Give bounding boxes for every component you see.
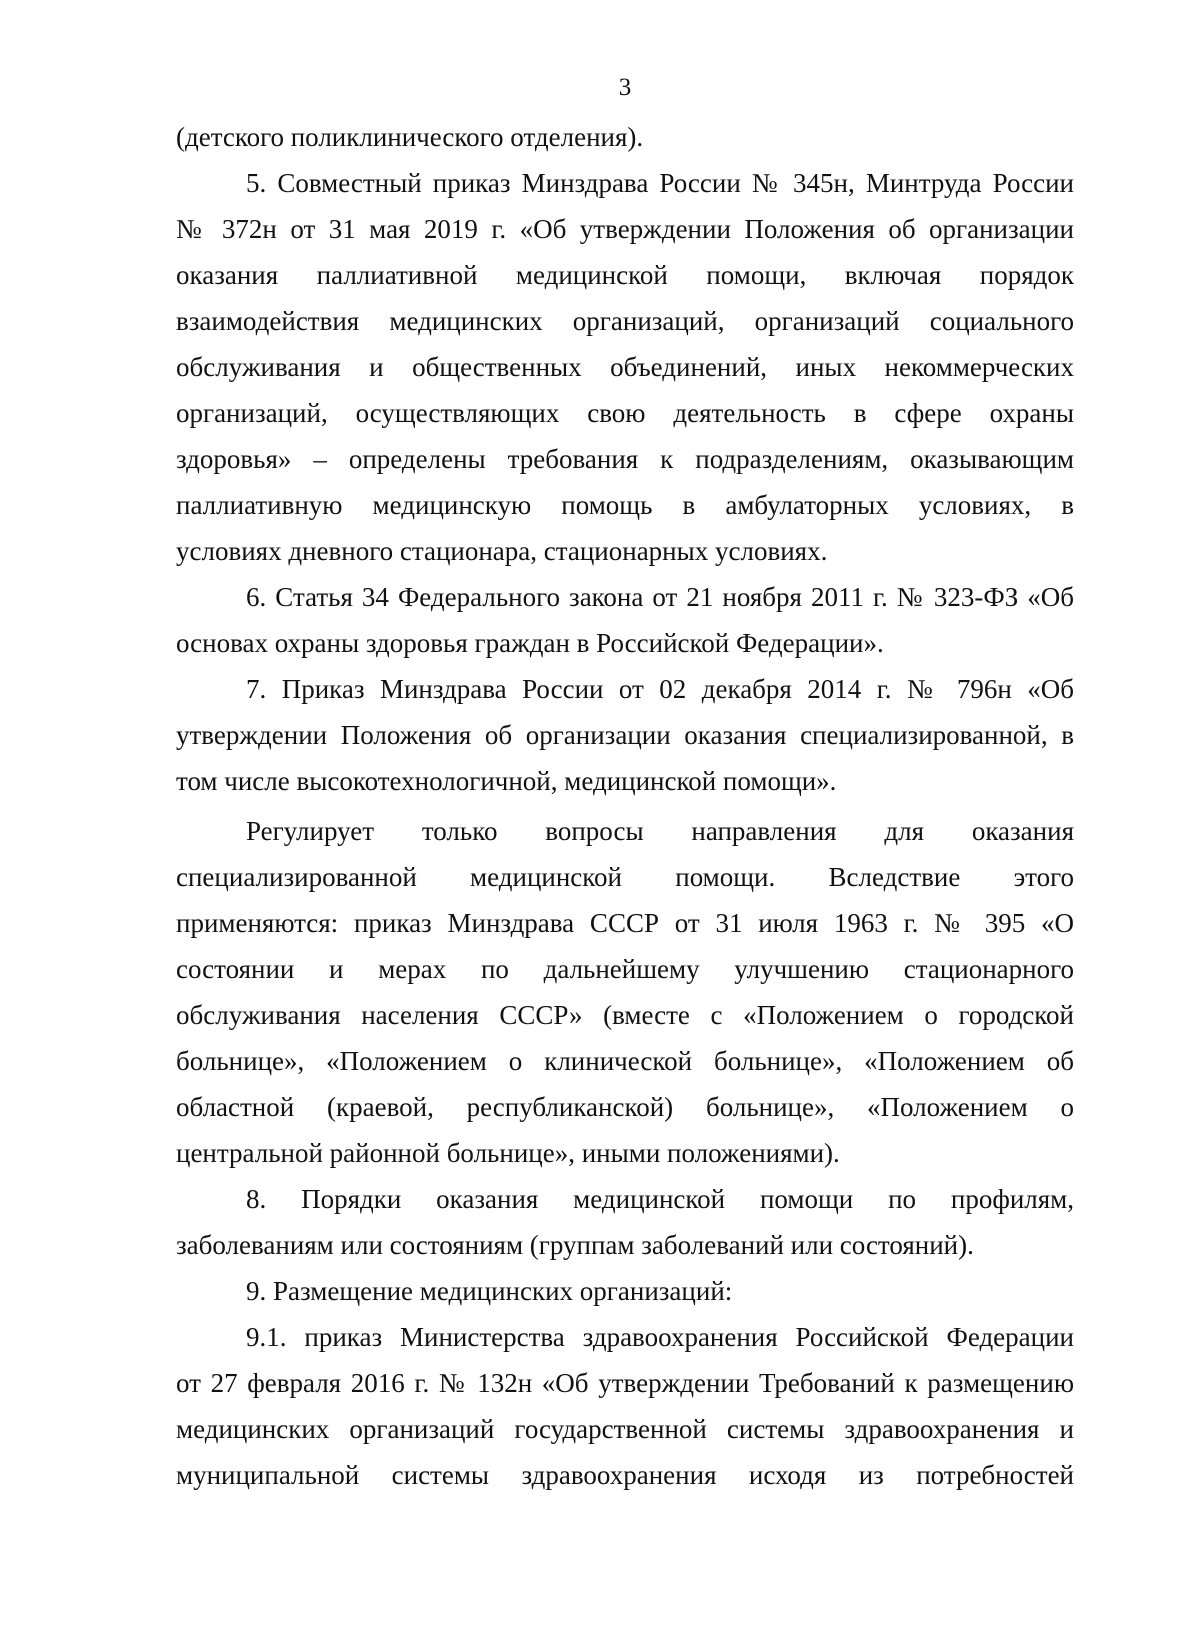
text-line: 8. Порядки оказания медицинской помощи по профилям, xyxy=(246,1184,1074,1214)
text-line: оказания паллиативной медицинской помощи, включая порядок xyxy=(176,260,1074,290)
text-line: паллиативную медицинскую помощь в амбулаторных условиях, в xyxy=(176,490,1074,520)
text-line: 9. Размещение медицинских организаций: xyxy=(246,1276,733,1306)
text-line: Регулирует только вопросы направления для оказания xyxy=(246,816,1074,846)
page-number: 3 xyxy=(618,74,632,101)
text-line: утверждении Положения об организации оказания специализированной, в xyxy=(176,720,1074,750)
text-line: центральной районной больнице», иными положениями). xyxy=(176,1138,840,1168)
text-line: взаимодействия медицинских организаций, организаций социального xyxy=(176,306,1074,336)
text-line: от 27 февраля 2016 г. № 132н «Об утверждении Требований к размещению xyxy=(176,1368,1074,1398)
text-line: 7. Приказ Минздрава России от 02 декабря 2014 г. № 796н «Об xyxy=(246,674,1074,704)
text-line: (детского поликлинического отделения). xyxy=(176,122,644,152)
text-line: основах охраны здоровья граждан в Российской Федерации». xyxy=(176,628,884,658)
text-line: здоровья» – определены требования к подразделениям, оказывающим xyxy=(176,444,1074,474)
text-line: медицинских организаций государственной системы здравоохранения и xyxy=(176,1414,1074,1444)
text-line: областной (краевой, республиканской) больнице», «Положением о xyxy=(176,1092,1074,1122)
text-line: обслуживания и общественных объединений, иных некоммерческих xyxy=(176,352,1074,382)
text-line: больнице», «Положением о клинической больнице», «Положением об xyxy=(176,1046,1074,1076)
text-line: 6. Статья 34 Федерального закона от 21 ноября 2011 г. № 323-ФЗ «Об xyxy=(246,582,1074,612)
text-line: специализированной медицинской помощи. Вследствие этого xyxy=(176,862,1074,892)
text-line: 9.1. приказ Министерства здравоохранения Российской Федерации xyxy=(246,1322,1074,1352)
text-line: применяются: приказ Минздрава СССР от 31 июля 1963 г. № 395 «О xyxy=(176,908,1074,938)
text-line: обслуживания населения СССР» (вместе с «Положением о городской xyxy=(176,1000,1074,1030)
text-line: том числе высокотехнологичной, медицинской помощи». xyxy=(176,766,837,796)
text-line: организаций, осуществляющих свою деятельность в сфере охраны xyxy=(176,398,1074,428)
text-line: состоянии и мерах по дальнейшему улучшению стационарного xyxy=(176,954,1074,984)
text-line: заболеваниям или состояниям (группам заболеваний или состояний). xyxy=(176,1230,974,1260)
text-line: № 372н от 31 мая 2019 г. «Об утверждении Положения об организации xyxy=(176,214,1074,244)
text-line: 5. Совместный приказ Минздрава России № 345н, Минтруда России xyxy=(246,168,1074,198)
text-line: муниципальной системы здравоохранения исходя из потребностей xyxy=(176,1460,1074,1490)
text-line: условиях дневного стационара, стационарных условиях. xyxy=(176,536,828,566)
